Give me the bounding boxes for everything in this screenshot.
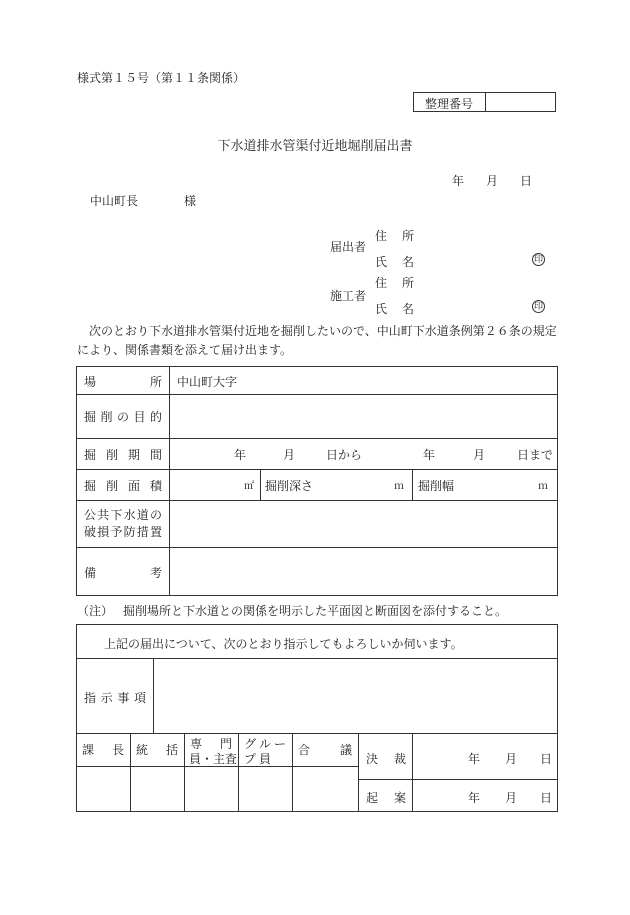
divider <box>485 92 486 112</box>
instruction-label: 指 示 事 項 <box>84 691 146 705</box>
row-divider <box>76 500 558 501</box>
prevention-field[interactable] <box>177 514 547 532</box>
group-member-stamp[interactable] <box>239 767 291 811</box>
period-to-year: 年 <box>423 448 436 462</box>
date-year: 年 <box>452 174 465 188</box>
decision-year: 年 <box>468 752 481 766</box>
draft-month: 月 <box>505 791 518 805</box>
note-text: 掘削場所と下水道との関係を明示した平面図と断面図を添付すること。 <box>123 604 508 618</box>
decision-day: 日 <box>540 752 553 766</box>
intro-line-1: 次のとおり下水道排水管渠付近地を掘削したいので、中山町下水道条例第２６条の規定 <box>77 324 557 338</box>
draft-label: 起 案 <box>366 791 406 805</box>
decision-label: 決 裁 <box>366 752 406 766</box>
area-divider <box>260 469 261 500</box>
instruction-divider <box>153 658 154 733</box>
location-label: 場 所 <box>84 375 162 389</box>
area-divider <box>412 469 413 500</box>
period-to-month: 月 <box>473 448 486 462</box>
depth-label: 掘削深さ <box>265 479 314 493</box>
row-divider <box>76 438 558 439</box>
addressee-honorific: 様 <box>184 194 197 208</box>
instruction-field[interactable] <box>160 665 550 725</box>
purpose-field[interactable] <box>177 408 547 426</box>
specialist-stamp[interactable] <box>185 767 237 811</box>
decision-row-divider <box>358 779 558 780</box>
notifier-name-label-2: 名 <box>402 255 415 269</box>
area-unit: ㎡ <box>244 481 254 492</box>
notifier-name-label-1: 氏 <box>375 255 388 269</box>
decision-month: 月 <box>505 752 518 766</box>
remarks-field[interactable] <box>177 564 547 582</box>
contractor-name-label-2: 名 <box>402 302 415 316</box>
row-divider <box>76 733 558 734</box>
staff-divider <box>358 733 359 812</box>
label-column-divider <box>169 366 170 596</box>
notifier-address-label-2: 所 <box>402 229 415 243</box>
row-divider <box>76 394 558 395</box>
group-member-label-line-2: プ 員 <box>244 752 271 766</box>
depth-unit: ｍ <box>394 481 404 492</box>
notifier-role: 届出者 <box>330 240 367 254</box>
prevention-label-line-2: 破 損 予 防 措 置 <box>84 525 162 539</box>
decision-divider <box>412 733 413 812</box>
section-chief-stamp[interactable] <box>77 767 129 811</box>
period-label: 掘 削 期 間 <box>84 448 162 462</box>
period-from-day: 日から <box>326 448 363 462</box>
contractor-name-label-1: 氏 <box>375 302 388 316</box>
supervisor-stamp[interactable] <box>131 767 183 811</box>
date-month: 月 <box>486 174 499 188</box>
contractor-role: 施工者 <box>330 289 367 303</box>
consultation-label: 合 議 <box>298 743 352 757</box>
period-to-day: 日まで <box>517 448 554 462</box>
width-label: 掘削幅 <box>418 479 455 493</box>
contractor-address-label-1: 住 <box>375 276 388 290</box>
width-unit: ｍ <box>538 481 548 492</box>
contractor-seal-icon: 印 <box>533 302 543 312</box>
document-title: 下水道排水管渠付近地堀削届出書 <box>217 139 413 154</box>
location-value[interactable]: 中山町大字 <box>177 375 238 389</box>
remarks-label: 備 考 <box>84 566 162 580</box>
intro-line-2: により、関係書類を添えて届け出ます。 <box>77 343 293 357</box>
period-from-year: 年 <box>234 448 247 462</box>
row-divider <box>76 469 558 470</box>
consultation-stamp[interactable] <box>293 767 357 811</box>
prevention-label-line-1: 公 共 下 水 道 の <box>84 508 162 522</box>
section-chief-label: 課 長 <box>82 743 124 757</box>
note-prefix: （注） <box>77 604 114 618</box>
specialist-label-line-2: 員・主査 <box>189 752 238 766</box>
purpose-label: 掘 削 の 目 的 <box>84 410 162 424</box>
notifier-seal-icon: 印 <box>533 255 543 265</box>
contractor-address-label-2: 所 <box>402 276 415 290</box>
approval-intro: 上記の届出について、次のとおり指示してもよろしいか伺います。 <box>104 637 463 651</box>
row-divider <box>76 658 558 659</box>
period-from-month: 月 <box>283 448 296 462</box>
notifier-address-label-1: 住 <box>375 229 388 243</box>
draft-day: 日 <box>540 791 553 805</box>
addressee-name: 中山町長 <box>90 194 139 208</box>
area-label: 掘 削 面 積 <box>84 479 162 493</box>
date-day: 日 <box>520 174 533 188</box>
form-number: 様式第１５号（第１１条関係） <box>77 71 246 85</box>
reference-number-label: 整理番号 <box>424 97 473 111</box>
group-member-label-line-1: グ ル ー <box>244 737 286 751</box>
supervisor-label: 統 括 <box>136 743 178 757</box>
row-divider <box>76 547 558 548</box>
draft-year: 年 <box>468 791 481 805</box>
specialist-label-line-1: 専 門 <box>190 737 232 751</box>
